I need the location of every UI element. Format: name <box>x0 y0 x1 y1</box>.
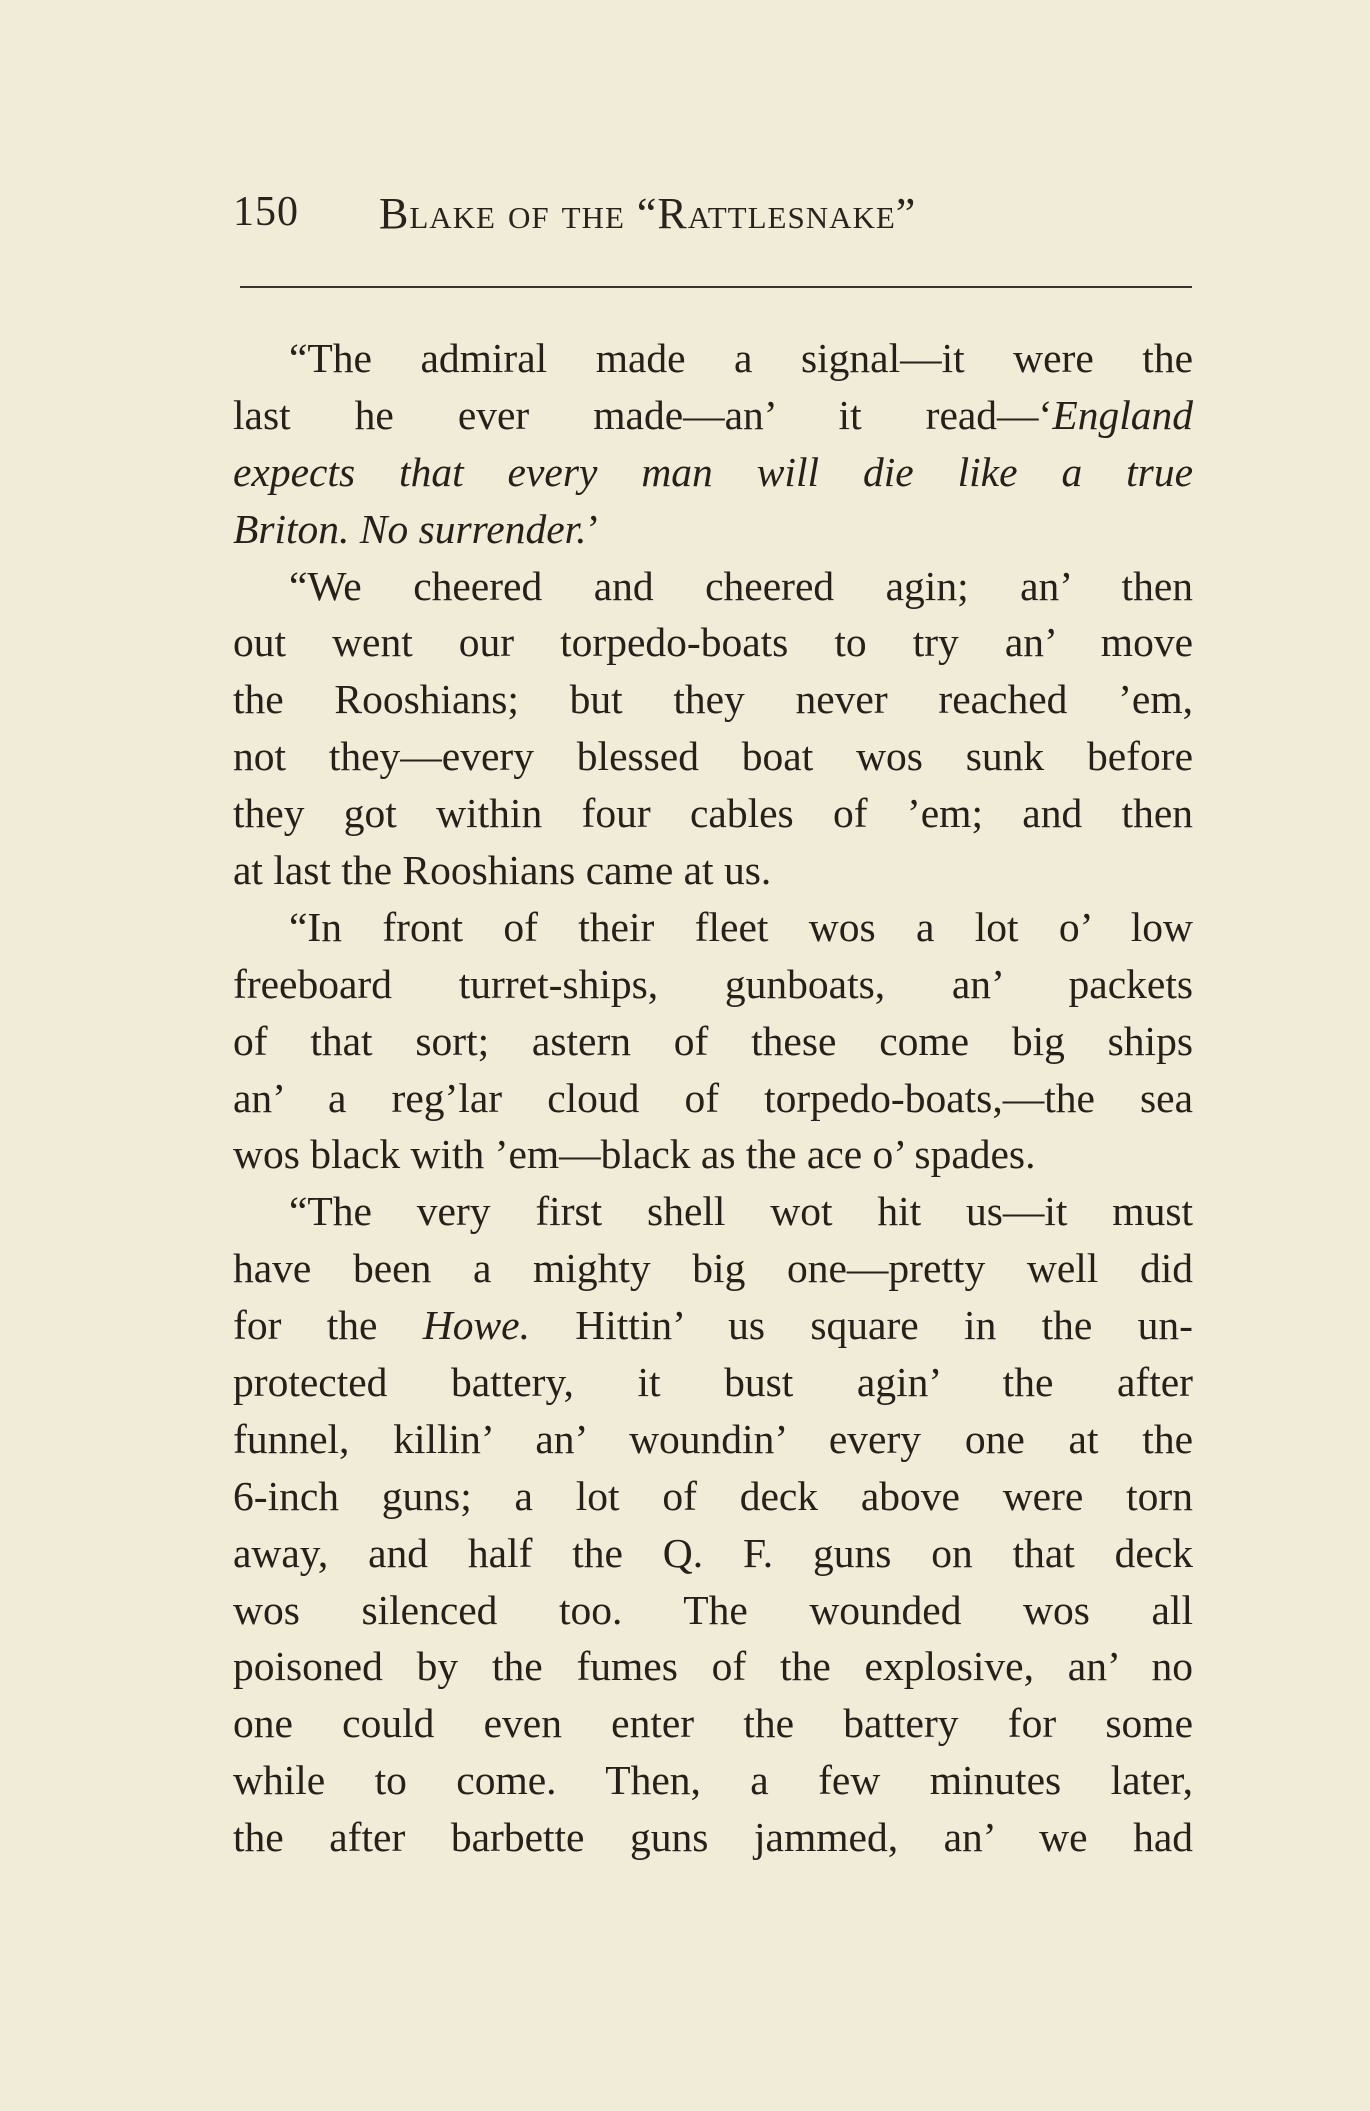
text-segment: “The very first shell wot hit us—it must <box>289 1188 1193 1235</box>
text-line <box>233 1070 1193 1127</box>
text-line <box>233 785 1193 842</box>
text-segment: last he ever made—an’ it read—‘ <box>233 391 1053 438</box>
text-line <box>233 1582 1193 1639</box>
text-segment: wos black with ’em—black as the ace o’ spades. <box>233 1131 1036 1178</box>
text-line <box>233 1468 1193 1525</box>
text-line <box>233 1809 1193 1866</box>
text-line <box>233 1297 1193 1354</box>
text-line <box>233 1126 1193 1183</box>
text-segment: not they—every blessed boat wos sunk before <box>233 733 1193 780</box>
text-segment: “We cheered and cheered agin; an’ then <box>289 562 1193 609</box>
text-line <box>233 1013 1193 1070</box>
text-segment: at last the Rooshians came at us. <box>233 847 772 894</box>
text-line <box>233 330 1193 387</box>
text-segment: poisoned by the fumes of the explosive, an’ no <box>233 1643 1193 1690</box>
text-line <box>233 1638 1193 1695</box>
text-line <box>233 671 1193 728</box>
text-line <box>233 387 1193 444</box>
italic-text-segment: Briton. No surrender. <box>233 505 587 552</box>
text-line <box>233 1695 1193 1752</box>
italic-text-segment: England <box>1052 391 1193 438</box>
text-segment: for the <box>233 1302 423 1349</box>
page-number: 150 <box>233 189 299 235</box>
text-segment: the after barbette guns jammed, an’ we had <box>233 1814 1193 1861</box>
text-segment: while to come. Then, a few minutes later, <box>233 1757 1193 1804</box>
text-segment: Hittin’ us square in the un- <box>529 1302 1193 1349</box>
header-rule <box>240 286 1192 288</box>
text-line <box>233 728 1193 785</box>
italic-text-segment: expects that every man will die like a true <box>233 448 1193 495</box>
text-segment: an’ a reg’lar cloud of torpedo-boats,—the sea <box>233 1074 1193 1121</box>
text-line <box>233 956 1193 1013</box>
text-segment: one could even enter the battery for some <box>233 1700 1193 1747</box>
body-text <box>233 330 1193 1866</box>
running-title: Blake of the “Rattlesnake” <box>379 189 917 238</box>
text-line <box>233 1183 1193 1240</box>
text-segment: 6-inch guns; a lot of deck above were torn <box>233 1472 1193 1519</box>
text-line <box>233 501 1193 558</box>
text-segment: away, and half the Q. F. guns on that deck <box>233 1529 1193 1576</box>
text-segment: funnel, killin’ an’ woundin’ every one at the <box>233 1415 1193 1462</box>
text-segment: “The admiral made a signal—it were the <box>289 335 1193 381</box>
running-header <box>233 188 1193 248</box>
text-line <box>233 899 1193 956</box>
text-line <box>233 1752 1193 1809</box>
text-line <box>233 1240 1193 1297</box>
text-segment: freeboard turret-ships, gunboats, an’ packets <box>233 960 1193 1007</box>
text-segment: they got within four cables of ’em; and then <box>233 790 1193 837</box>
text-line <box>233 558 1193 615</box>
text-segment: out went our torpedo-boats to try an’ move <box>233 619 1193 666</box>
italic-text-segment: Howe. <box>422 1302 530 1349</box>
text-line <box>233 1525 1193 1582</box>
text-line <box>233 1354 1193 1411</box>
text-line <box>233 614 1193 671</box>
text-line <box>233 444 1193 501</box>
text-segment: of that sort; astern of these come big ships <box>233 1017 1193 1064</box>
text-segment: protected battery, it bust agin’ the after <box>233 1359 1193 1406</box>
text-line <box>233 842 1193 899</box>
text-segment: have been a mighty big one—pretty well did <box>233 1245 1193 1292</box>
text-segment: ’ <box>586 505 601 552</box>
text-line <box>233 1411 1193 1468</box>
text-segment: the Rooshians; but they never reached ’em, <box>233 676 1193 723</box>
text-segment: “In front of their fleet wos a lot o’ low <box>289 903 1193 950</box>
text-segment: wos silenced too. The wounded wos all <box>233 1586 1193 1633</box>
